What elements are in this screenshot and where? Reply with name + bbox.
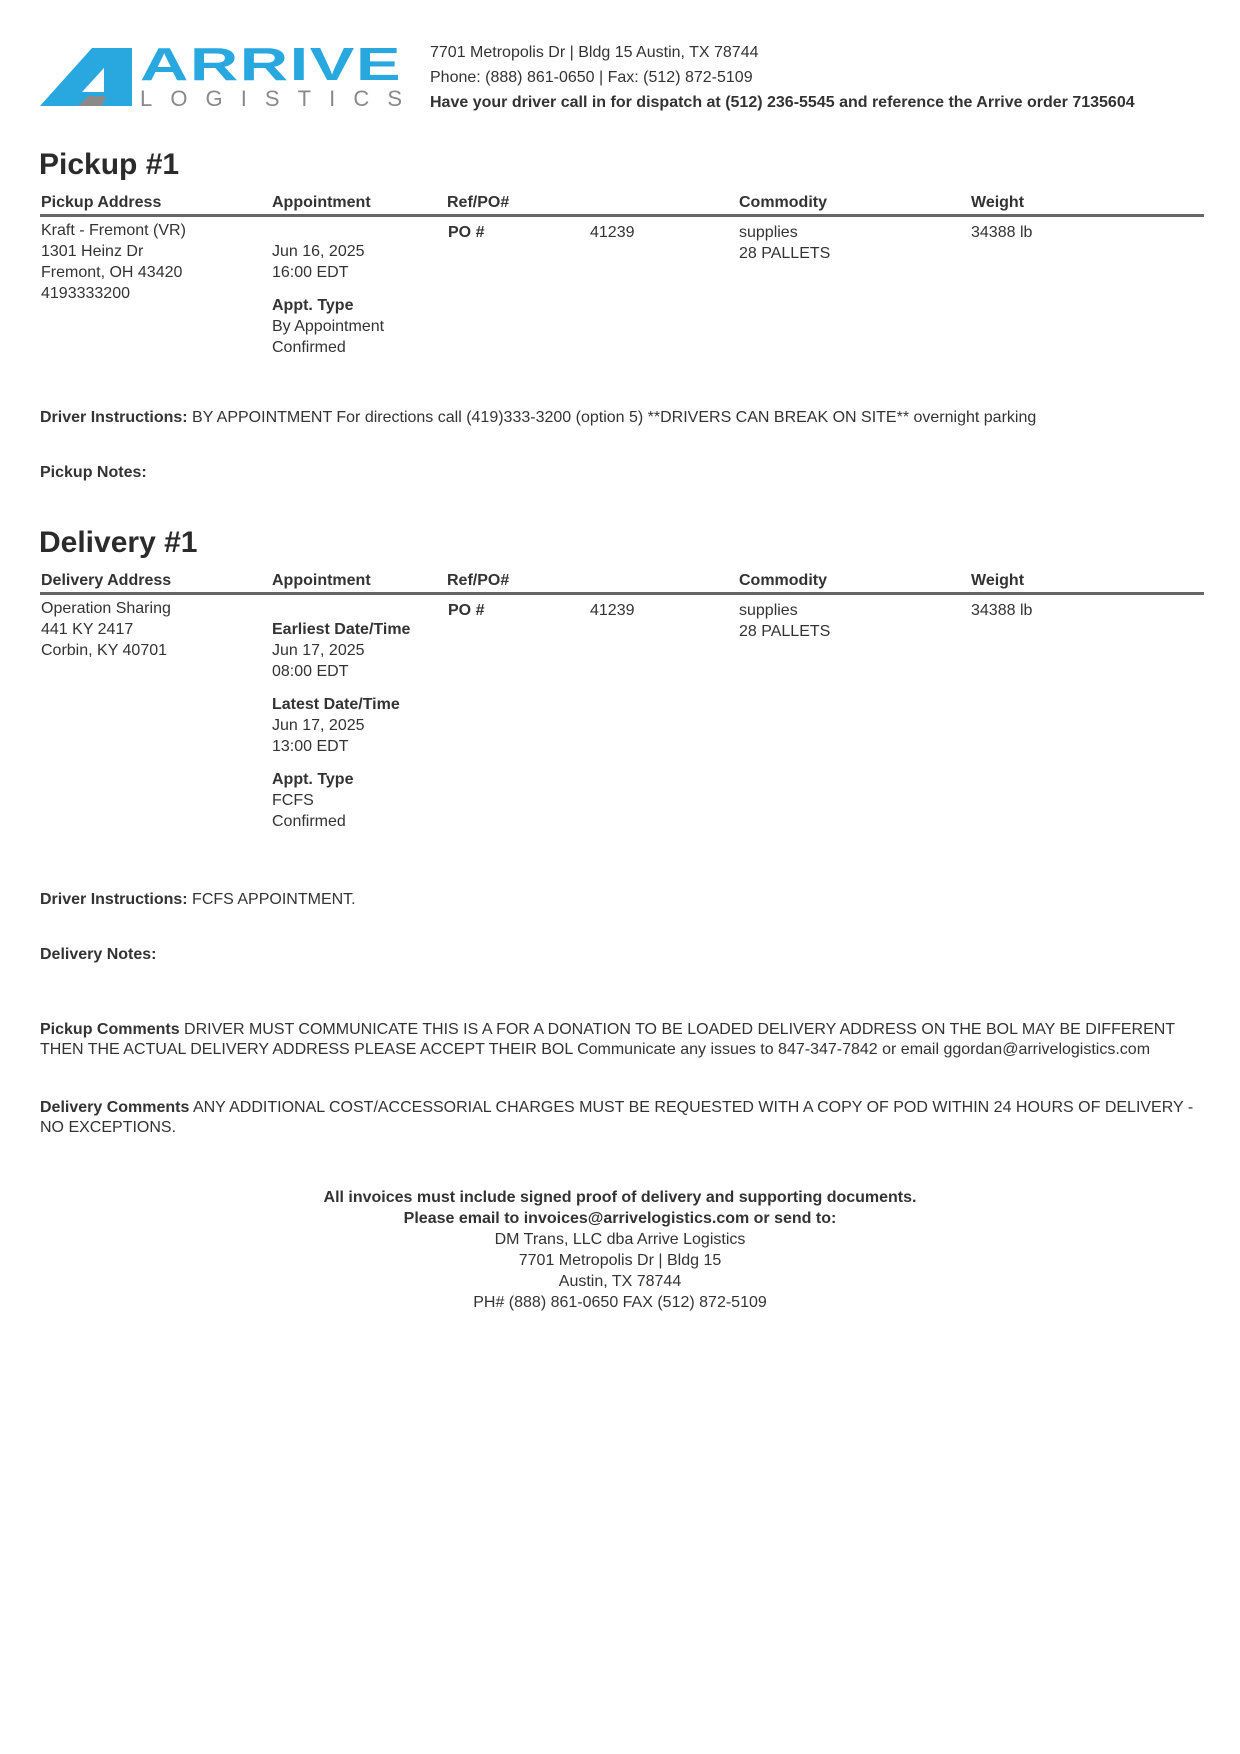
pickup-commodity	[739, 222, 830, 264]
delivery-driver-instructions-text: FCFS APPOINTMENT.	[192, 891, 356, 908]
company-header	[430, 40, 1210, 115]
delivery-address	[41, 598, 171, 661]
pickup-appt-type: By Appointment	[272, 318, 385, 335]
delivery-latest-time: 13:00 EDT	[272, 738, 349, 755]
col-header-address: Delivery Address	[41, 572, 172, 589]
delivery-driver-instructions-label: Driver Instructions:	[40, 891, 188, 908]
delivery-comments	[40, 1098, 1208, 1138]
logo-subtitle: LOGISTICS	[140, 86, 402, 110]
delivery-appt-type: FCFS	[272, 792, 314, 809]
col-header-appointment: Appointment	[272, 572, 371, 589]
pickup-ref-label: PO #	[448, 224, 485, 241]
pickup-title: Pickup #1	[39, 148, 180, 181]
col-header-weight: Weight	[971, 572, 1025, 589]
footer-city: Austin, TX 78744	[558, 1273, 682, 1290]
pickup-driver-instructions-text: BY APPOINTMENT For directions call (419)333-3200 (option 5) **DRIVERS CAN BREAK ON SITE** overnight parking	[192, 409, 1037, 426]
invoice-footer	[0, 1187, 1240, 1313]
pickup-appointment	[272, 241, 384, 358]
delivery-commodity-qty: 28 PALLETS	[739, 623, 831, 640]
dispatch-instruction: Have your driver call in for dispatch at (512) 236-5545 and reference the Arrive order 7135604	[430, 94, 1135, 111]
delivery-driver-instructions	[40, 890, 1208, 910]
pickup-notes-label: Pickup Notes:	[40, 464, 147, 481]
pickup-driver-instructions	[40, 408, 1208, 428]
delivery-earliest-time: 08:00 EDT	[272, 663, 349, 680]
pickup-comments	[40, 1020, 1208, 1060]
pickup-address-street: 1301 Heinz Dr	[41, 243, 144, 260]
footer-company-name: DM Trans, LLC dba Arrive Logistics	[494, 1231, 746, 1248]
delivery-comments-text: ANY ADDITIONAL COST/ACCESSORIAL CHARGES MUST BE REQUESTED WITH A COPY OF POD WITHIN 24 HOURS OF DELIVERY - NO EXCEPTIONS.	[40, 1099, 1194, 1136]
delivery-address-street: 441 KY 2417	[41, 621, 134, 638]
pickup-ref-value: 41239	[590, 224, 635, 241]
delivery-latest-date: Jun 17, 2025	[272, 717, 365, 734]
delivery-address-name: Operation Sharing	[41, 600, 171, 617]
pickup-appt-date: Jun 16, 2025	[272, 243, 365, 260]
delivery-commodity-name: supplies	[739, 602, 798, 619]
pickup-address-phone: 4193333200	[41, 285, 130, 302]
col-header-commodity: Commodity	[739, 572, 827, 589]
delivery-notes-label: Delivery Notes:	[40, 946, 157, 963]
footer-invoice-email: Please email to invoices@arrivelogistics.com or send to:	[403, 1210, 837, 1227]
delivery-appt-type-label: Appt. Type	[272, 771, 354, 788]
pickup-address-city: Fremont, OH 43420	[41, 264, 183, 281]
pickup-address	[41, 220, 186, 304]
col-header-weight: Weight	[971, 194, 1025, 211]
delivery-ref-label: PO #	[448, 602, 485, 619]
footer-invoice-requirement: All invoices must include signed proof of delivery and supporting documents.	[323, 1189, 917, 1206]
col-header-commodity: Commodity	[739, 194, 827, 211]
col-header-appointment: Appointment	[272, 194, 371, 211]
delivery-appt-status: Confirmed	[272, 813, 346, 830]
pickup-table-header	[40, 192, 1204, 217]
pickup-comments-text: DRIVER MUST COMMUNICATE THIS IS A FOR A DONATION TO BE LOADED DELIVERY ADDRESS ON THE BOL MAY BE DIFFERENT THEN THE ACTUAL DELIVERY ADDRESS PLEASE ACCEPT THEIR BOL Communicate any issues to 847-347-7842 or email ggordan@arrivelogistics.com	[40, 1021, 1175, 1058]
arrive-logo-icon	[40, 44, 410, 110]
pickup-commodity-name: supplies	[739, 224, 798, 241]
col-header-ref: Ref/PO#	[447, 194, 510, 211]
logo-wordmark: ARRIVE	[140, 44, 402, 90]
col-header-ref: Ref/PO#	[447, 572, 510, 589]
delivery-commodity	[739, 600, 830, 642]
pickup-appt-type-label: Appt. Type	[272, 297, 354, 314]
company-phone-fax: Phone: (888) 861-0650 | Fax: (512) 872-5109	[430, 69, 753, 86]
delivery-address-city: Corbin, KY 40701	[41, 642, 168, 659]
pickup-appt-time: 16:00 EDT	[272, 264, 349, 281]
delivery-latest-label: Latest Date/Time	[272, 696, 400, 713]
col-header-address: Pickup Address	[41, 194, 162, 211]
pickup-driver-instructions-label: Driver Instructions:	[40, 409, 188, 426]
delivery-title: Delivery #1	[39, 526, 198, 559]
company-address: 7701 Metropolis Dr | Bldg 15 Austin, TX 78744	[430, 44, 759, 61]
pickup-address-name: Kraft - Fremont (VR)	[41, 222, 186, 239]
pickup-commodity-qty: 28 PALLETS	[739, 245, 831, 262]
delivery-weight: 34388 lb	[971, 602, 1033, 619]
arrive-logo	[40, 44, 410, 110]
delivery-table-header	[40, 570, 1204, 595]
delivery-earliest-date: Jun 17, 2025	[272, 642, 365, 659]
footer-phone-fax: PH# (888) 861-0650 FAX (512) 872-5109	[473, 1294, 767, 1311]
footer-street: 7701 Metropolis Dr | Bldg 15	[518, 1252, 722, 1269]
pickup-weight: 34388 lb	[971, 224, 1033, 241]
pickup-appt-status: Confirmed	[272, 339, 346, 356]
delivery-comments-label: Delivery Comments	[40, 1099, 190, 1116]
delivery-earliest-label: Earliest Date/Time	[272, 621, 411, 638]
delivery-appointment	[272, 619, 410, 832]
pickup-comments-label: Pickup Comments	[40, 1021, 180, 1038]
delivery-ref-value: 41239	[590, 602, 635, 619]
